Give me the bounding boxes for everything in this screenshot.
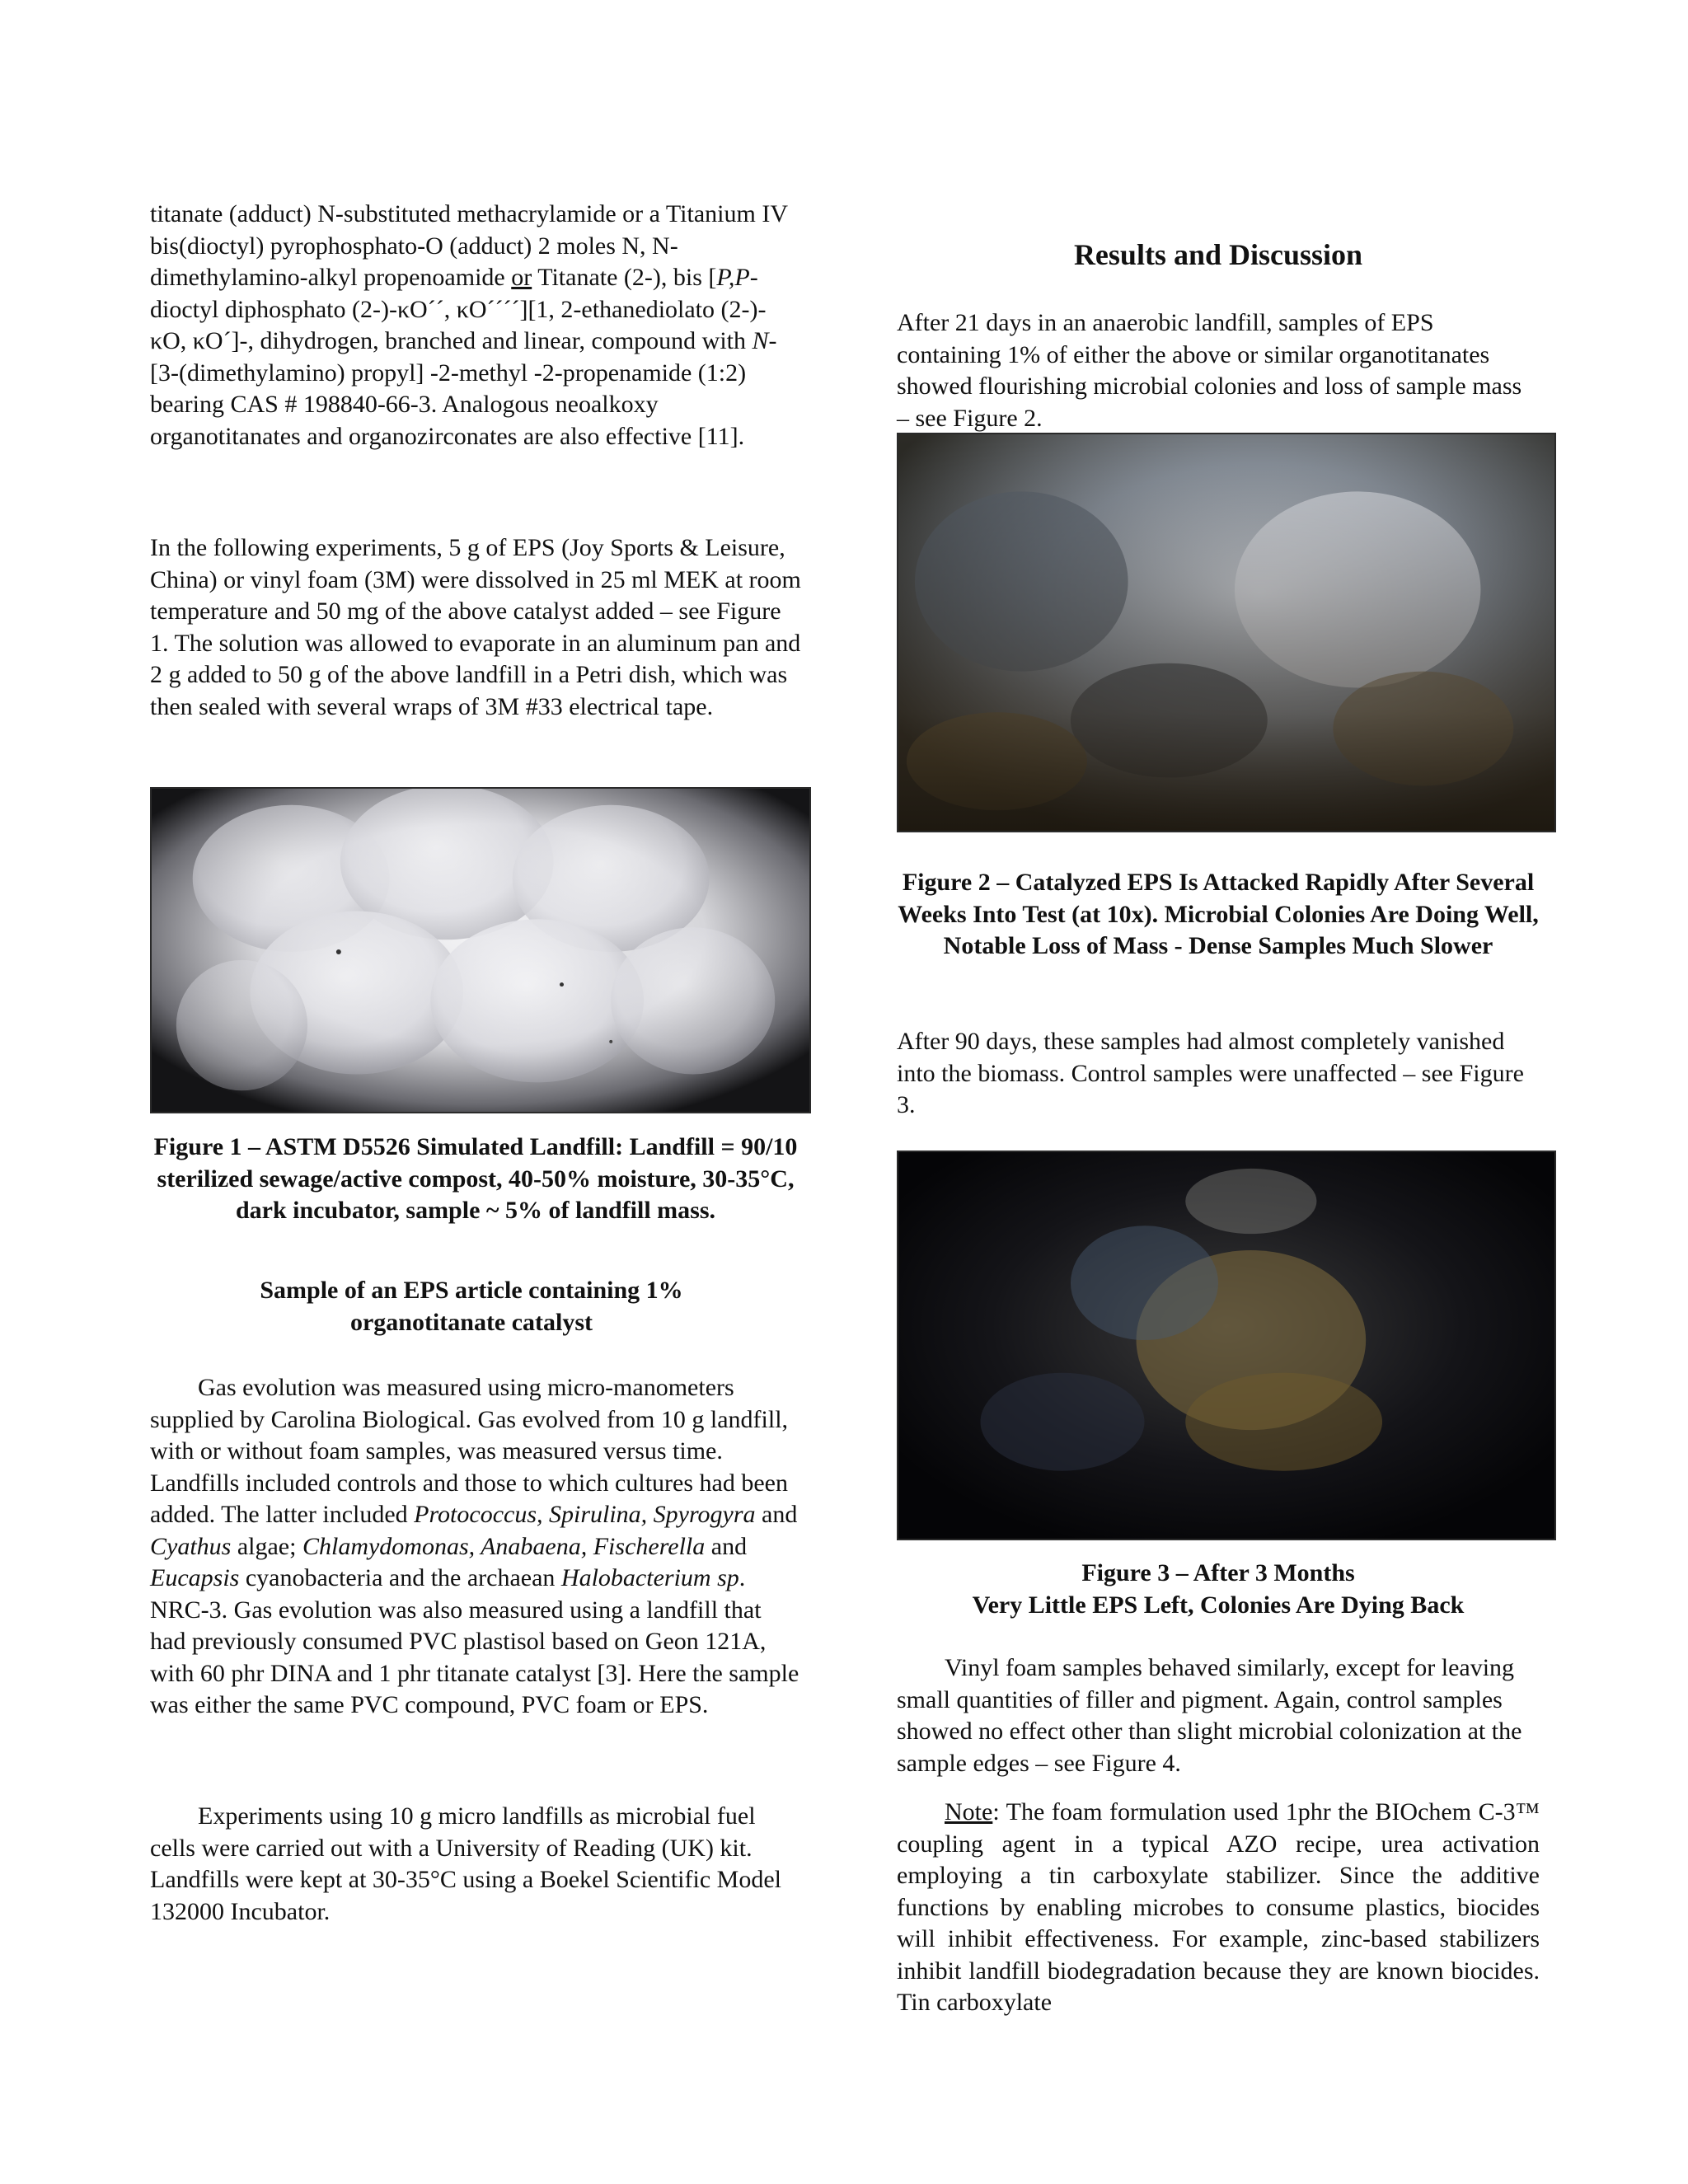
section-heading: Results and Discussion (1073, 238, 1363, 271)
paragraph-vinyl-foam: Vinyl foam samples behaved similarly, except for leaving small quantities of filler and pigment. Again, control samples showed no effect other than slight microbial colonization at the sample edges – see Figure 4. (897, 1654, 1522, 1777)
eps-microbial-colonies-photo (898, 434, 1554, 831)
paragraph-results-90-days: After 90 days, these samples had almost completely vanished into the biomass. Control samples were unaffected – see Figure 3. (897, 1028, 1524, 1118)
figure-3-caption-line-1: Figure 3 – After 3 Months (1081, 1559, 1355, 1586)
figure-1-caption: Figure 1 – ASTM D5526 Simulated Landfill: Landfill = 90/10 sterilized sewage/active compost, 40-50% moisture, 30-35°C, dark incubator, sample ~ 5% of landfill mass. (153, 1133, 798, 1224)
paragraph-titanate-compounds: titanate (adduct) N-substituted methacrylamide or a Titanium IV bis(dioctyl) pyrophosphato-O (adduct) 2 moles N, N-dimethylamino-alkyl propenoamide or Titanate (2-), bis [P,P-dioctyl diphosphato (2-)-κO´´, κO´´´´][1, 2-ethanediolato (2-)-κO, κO´]-, dihydrogen, branched and linear, compound with N-[3-(dimethylamino) propyl] -2-methyl -2-propenamide (1:2) bearing CAS # 198840-66-3. Analogous neoalkoxy organotitanates and organozirconates are also effective [11]. (150, 200, 788, 450)
eps-beads-photo (152, 789, 809, 1112)
figure-2-caption: Figure 2 – Catalyzed EPS Is Attacked Rapidly After Several Weeks Into Test (at 10x). Microbial Colonies Are Doing Well, Notable Loss of Mass - Dense Samples Much Slower (898, 869, 1539, 959)
paragraph-gas-evolution: Gas evolution was measured using micro-manometers supplied by Carolina Biological. Gas evolved from 10 g landfill, with or without foam samples, was measured versus time. Landfills included controls and those to which cultures had been added. The latter included Protococcus, Spirulina, Spyrogyra and Cyathus algae; Chlamydomonas, Anabaena, Fischerella and Eucapsis cyanobacteria and the archaean Halobacterium sp. NRC-3. Gas evolution was also measured using a landfill that had previously consumed PVC plastisol based on Geon 121A, with 60 phr DINA and 1 phr titanate catalyst [3]. Here the sample was either the same PVC compound, PVC foam or EPS. (150, 1374, 799, 1718)
biomass-after-3-months-photo (898, 1152, 1554, 1539)
paragraph-microbial-fuel-cells: Experiments using 10 g micro landfills as microbial fuel cells were carried out with a University of Reading (UK) kit. Landfills were kept at 30-35°C using a Boekel Scientific Model 132000 Incubator. (150, 1802, 781, 1925)
figure-1-image (150, 787, 811, 1113)
figure-3-image (897, 1151, 1556, 1540)
figure-3-caption-line-2: Very Little EPS Left, Colonies Are Dying Back (972, 1591, 1465, 1619)
paragraph-formulation-note: Note: The foam formulation used 1phr the BIOchem C-3™ coupling agent in a typical AZO recipe, urea activation employing a tin carboxylate stabilizer. Since the additive functions by enabling microbes to consume plastics, biocides will inhibit effectiveness. For example, zinc-based stabilizers inhibit landfill biodegradation because they are known biocides. Tin carboxylate (897, 1798, 1540, 2016)
figure-1-subcaption: Sample of an EPS article containing 1% organotitanate catalyst (260, 1277, 683, 1336)
paragraph-experiment-setup: In the following experiments, 5 g of EPS (Joy Sports & Leisure, China) or vinyl foam (3M) were dissolved in 25 ml MEK at room temperature and 50 mg of the above catalyst added – see Figure 1. The solution was allowed to evaporate in an aluminum pan and 2 g added to 50 g of the above landfill in a Petri dish, which was then sealed with several wraps of 3M #33 electrical tape. (150, 534, 801, 720)
paragraph-results-21-days: After 21 days in an anaerobic landfill, samples of EPS containing 1% of either the above or similar organotitanates showed flourishing microbial colonies and loss of sample mass – see Figure 2. (897, 309, 1522, 432)
figure-2-image (897, 433, 1556, 832)
